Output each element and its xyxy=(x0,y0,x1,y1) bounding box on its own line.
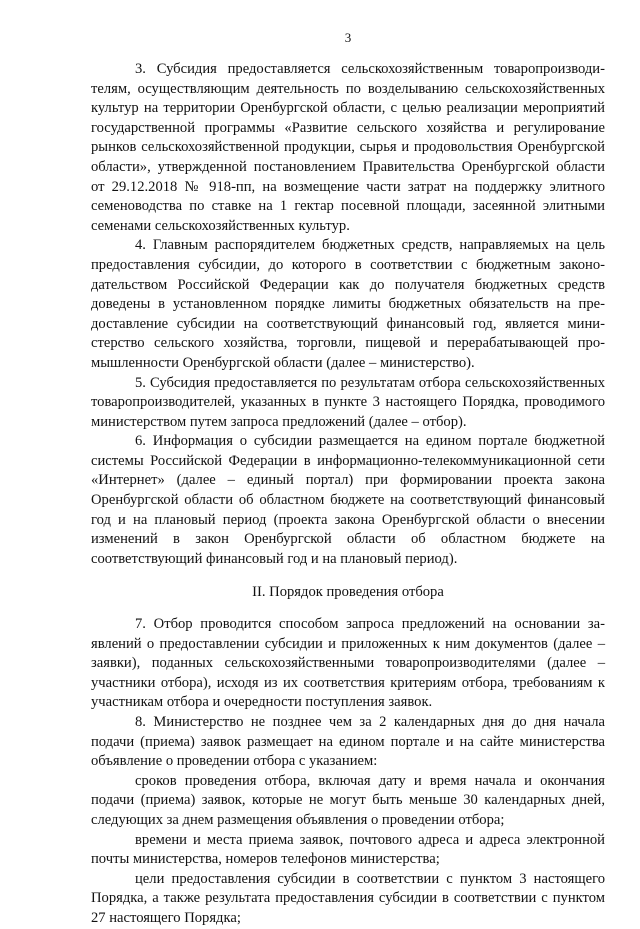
paragraph-3: 3. Субсидия предоставляется сельскохозяйственным товаропроизводителям, осуществляющим деятельность по возделыванию сельскохозяйственных культур на территории Оренбургской области, с целью реализации мероприятий государственной программы «Развитие сельского хозяйства и регулирование рынков сельскохозяйственной продукции, сырья и продовольствия Оренбургской области», утвержденной постановлением Правительства Оренбургской области от 29.12.2018 № 918-пп, на возмещение части затрат на поддержку элитного семеноводства по ставке на 1 гектар посевной площади, засеянной элитными семенами сельскохозяйственных культур. xyxy=(91,61,605,234)
page-number: 3 xyxy=(344,30,352,45)
paragraph-6: 6. Информация о субсидии размещается на едином портале бюджетной системы Российской Федерации в информационно-телекоммуникационной сети «Интернет» (далее – единый портал) при формировании проекта закона Оренбургской области об областном бюджете на соответствующий финансовый год и на плановый период (проекта закона Оренбургской области о внесении изменений в закон Оренбургской области об областном бюджете на соответствующий финансовый год и на плановый период). xyxy=(91,433,605,567)
paragraph-8-item-place: времени и места приема заявок, почтового адреса и адреса электронной почты министерства, номеров телефонов министерства; xyxy=(91,831,605,868)
paragraph-8: 8. Министерство не позднее чем за 2 календарных дня до дня начала подачи (приема) заявок размещает на едином портале и на сайте министерства объявление о проведении отбора с указанием: xyxy=(91,714,605,770)
paragraph-8-item-purpose: цели предоставления субсидии в соответствии с пунктом 3 настоящего Порядка, а также результата предоставления субсидии в соответствии с пунктом 27 настоящего Порядка; xyxy=(91,870,605,926)
document-body xyxy=(91,60,605,929)
paragraph-4: 4. Главным распорядителем бюджетных средств, направляемых на цель предоставления субсидии, до которого в соответствии с бюджетным законодательством Российской Федерации как до получателя бюджетных средств доведены в установленном порядке лимиты бюджетных обязательств на предоставление субсидии на соответствующий финансовый год, является министерство сельского хозяйства, торговли, пищевой и перерабатывающей промышленности Оренбургской области (далее – министерство). xyxy=(91,237,605,371)
section-heading: II. Порядок проведения отбора xyxy=(252,584,444,601)
paragraph-7: 7. Отбор проводится способом запроса предложений на основании заявлений о предоставлении субсидии и приложенных к ним документов (далее – заявки), поданных сельскохозяйственными товаропроизводителями (далее – участники отбора), исходя из их соответствия критериям отбора, требованиям к участникам отбора и очередности поступления заявок. xyxy=(91,616,605,711)
document-page xyxy=(91,0,605,926)
paragraph-8-item-deadlines: сроков проведения отбора, включая дату и время начала и окончания подачи (приема) заявок, которые не могут быть меньше 30 календарных дней, следующих за днем размещения объявления о проведении отбора; xyxy=(91,772,605,828)
paragraph-5: 5. Субсидия предоставляется по результатам отбора сельскохозяйственных товаропроизводителей, указанных в пункте 3 настоящего Порядка, проводимого министерством путем запроса предложений (далее – отбор). xyxy=(91,374,605,430)
